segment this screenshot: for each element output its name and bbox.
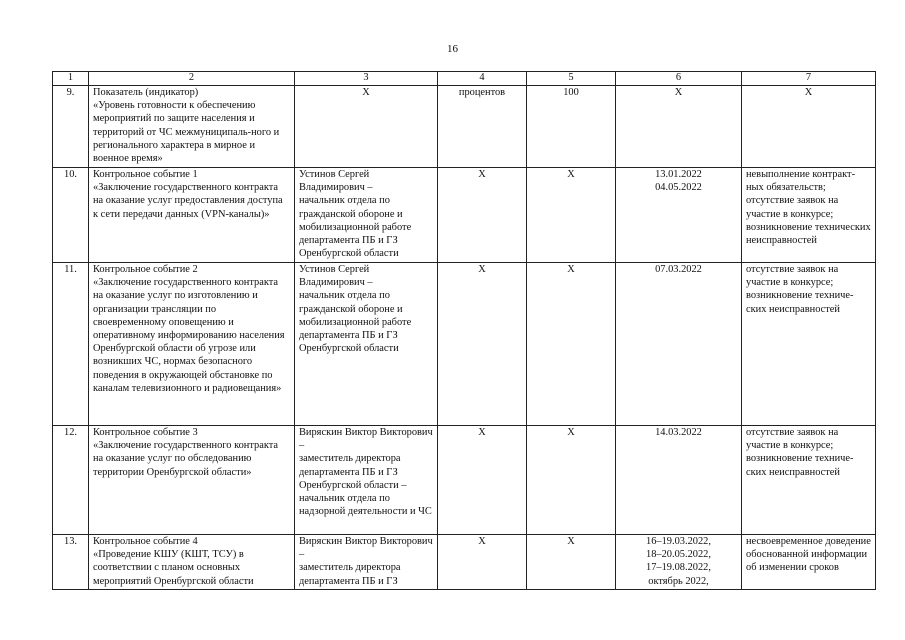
page-number: 16	[447, 43, 458, 55]
date-cell: 07.03.2022	[616, 263, 742, 426]
date-cell: 16–19.03.2022, 18–20.05.2022, 17–19.08.2022, октябрь 2022,	[616, 535, 742, 590]
risk-cell: Х	[742, 86, 876, 168]
event-cell: Контрольное событие 4 «Проведение КШУ (КШТ, ТСУ) в соответствии с планом основных мероприятий Оренбургской области	[89, 535, 295, 590]
event-cell: Контрольное событие 3 «Заключение государственного контракта на оказание услуг по обследованию территории Оренбургской области»	[89, 426, 295, 535]
column-header: 1	[53, 72, 89, 86]
column-number-row	[53, 72, 876, 86]
event-cell: Контрольное событие 2 «Заключение государственного контракта на оказание услуг по изготовлению и организации трансляции по своевременному оповещению и оперативному информированию населения Оренбургской области об угрозе или возникших ЧС, нормах безопасного поведения в окружающей обстановке по каналам телевизионного и радиовещания»	[89, 263, 295, 426]
event-cell: Показатель (индикатор) «Уровень готовности к обеспечению мероприятий по защите населения и территорий от ЧС межмуниципаль-ного и регионального характера в мирное и военное время»	[89, 86, 295, 168]
risk-cell: невыполнение контракт-ных обязательств; отсутствие заявок на участие в конкурсе; возникновение технических неисправностей	[742, 168, 876, 263]
column-header: 6	[616, 72, 742, 86]
date-cell: 13.01.2022 04.05.2022	[616, 168, 742, 263]
value-cell: 100	[527, 86, 616, 168]
value-cell: Х	[527, 426, 616, 535]
responsible-cell: Виряскин Виктор Викторович – заместитель директора департамента ПБ и ГЗ Оренбургской области – начальник отдела по надзорной деятельности и ЧС	[295, 426, 438, 535]
responsible-cell: Виряскин Виктор Викторович – заместитель директора департамента ПБ и ГЗ	[295, 535, 438, 590]
table-row	[53, 263, 876, 426]
row-number: 10.	[53, 168, 89, 263]
table-row	[53, 86, 876, 168]
table-row	[53, 426, 876, 535]
column-header: 7	[742, 72, 876, 86]
risk-cell: отсутствие заявок на участие в конкурсе; возникновение техниче-ских неисправностей	[742, 426, 876, 535]
date-cell: Х	[616, 86, 742, 168]
row-number: 13.	[53, 535, 89, 590]
risk-cell: несвоевременное доведение обоснованной информации об изменении сроков	[742, 535, 876, 590]
column-header: 2	[89, 72, 295, 86]
unit-cell: Х	[438, 426, 527, 535]
table-row	[53, 168, 876, 263]
responsible-cell: Устинов Сергей Владимирович – начальник отдела по гражданской обороне и мобилизационной работе департамента ПБ и ГЗ Оренбургской области	[295, 263, 438, 426]
unit-cell: процентов	[438, 86, 527, 168]
row-number: 9.	[53, 86, 89, 168]
plan-table	[52, 71, 876, 590]
unit-cell: Х	[438, 168, 527, 263]
value-cell: Х	[527, 535, 616, 590]
responsible-cell: Х	[295, 86, 438, 168]
row-number: 11.	[53, 263, 89, 426]
column-header: 4	[438, 72, 527, 86]
unit-cell: Х	[438, 535, 527, 590]
row-number: 12.	[53, 426, 89, 535]
column-header: 3	[295, 72, 438, 86]
table-row	[53, 535, 876, 590]
event-cell: Контрольное событие 1 «Заключение государственного контракта на оказание услуг предоставления доступа к сети передачи данных (VPN-каналы)»	[89, 168, 295, 263]
column-header: 5	[527, 72, 616, 86]
risk-cell: отсутствие заявок на участие в конкурсе; возникновение техниче-ских неисправностей	[742, 263, 876, 426]
unit-cell: Х	[438, 263, 527, 426]
date-cell: 14.03.2022	[616, 426, 742, 535]
value-cell: Х	[527, 263, 616, 426]
value-cell: Х	[527, 168, 616, 263]
responsible-cell: Устинов Сергей Владимирович – начальник отдела по гражданской обороне и мобилизационной работе департамента ПБ и ГЗ Оренбургской области	[295, 168, 438, 263]
